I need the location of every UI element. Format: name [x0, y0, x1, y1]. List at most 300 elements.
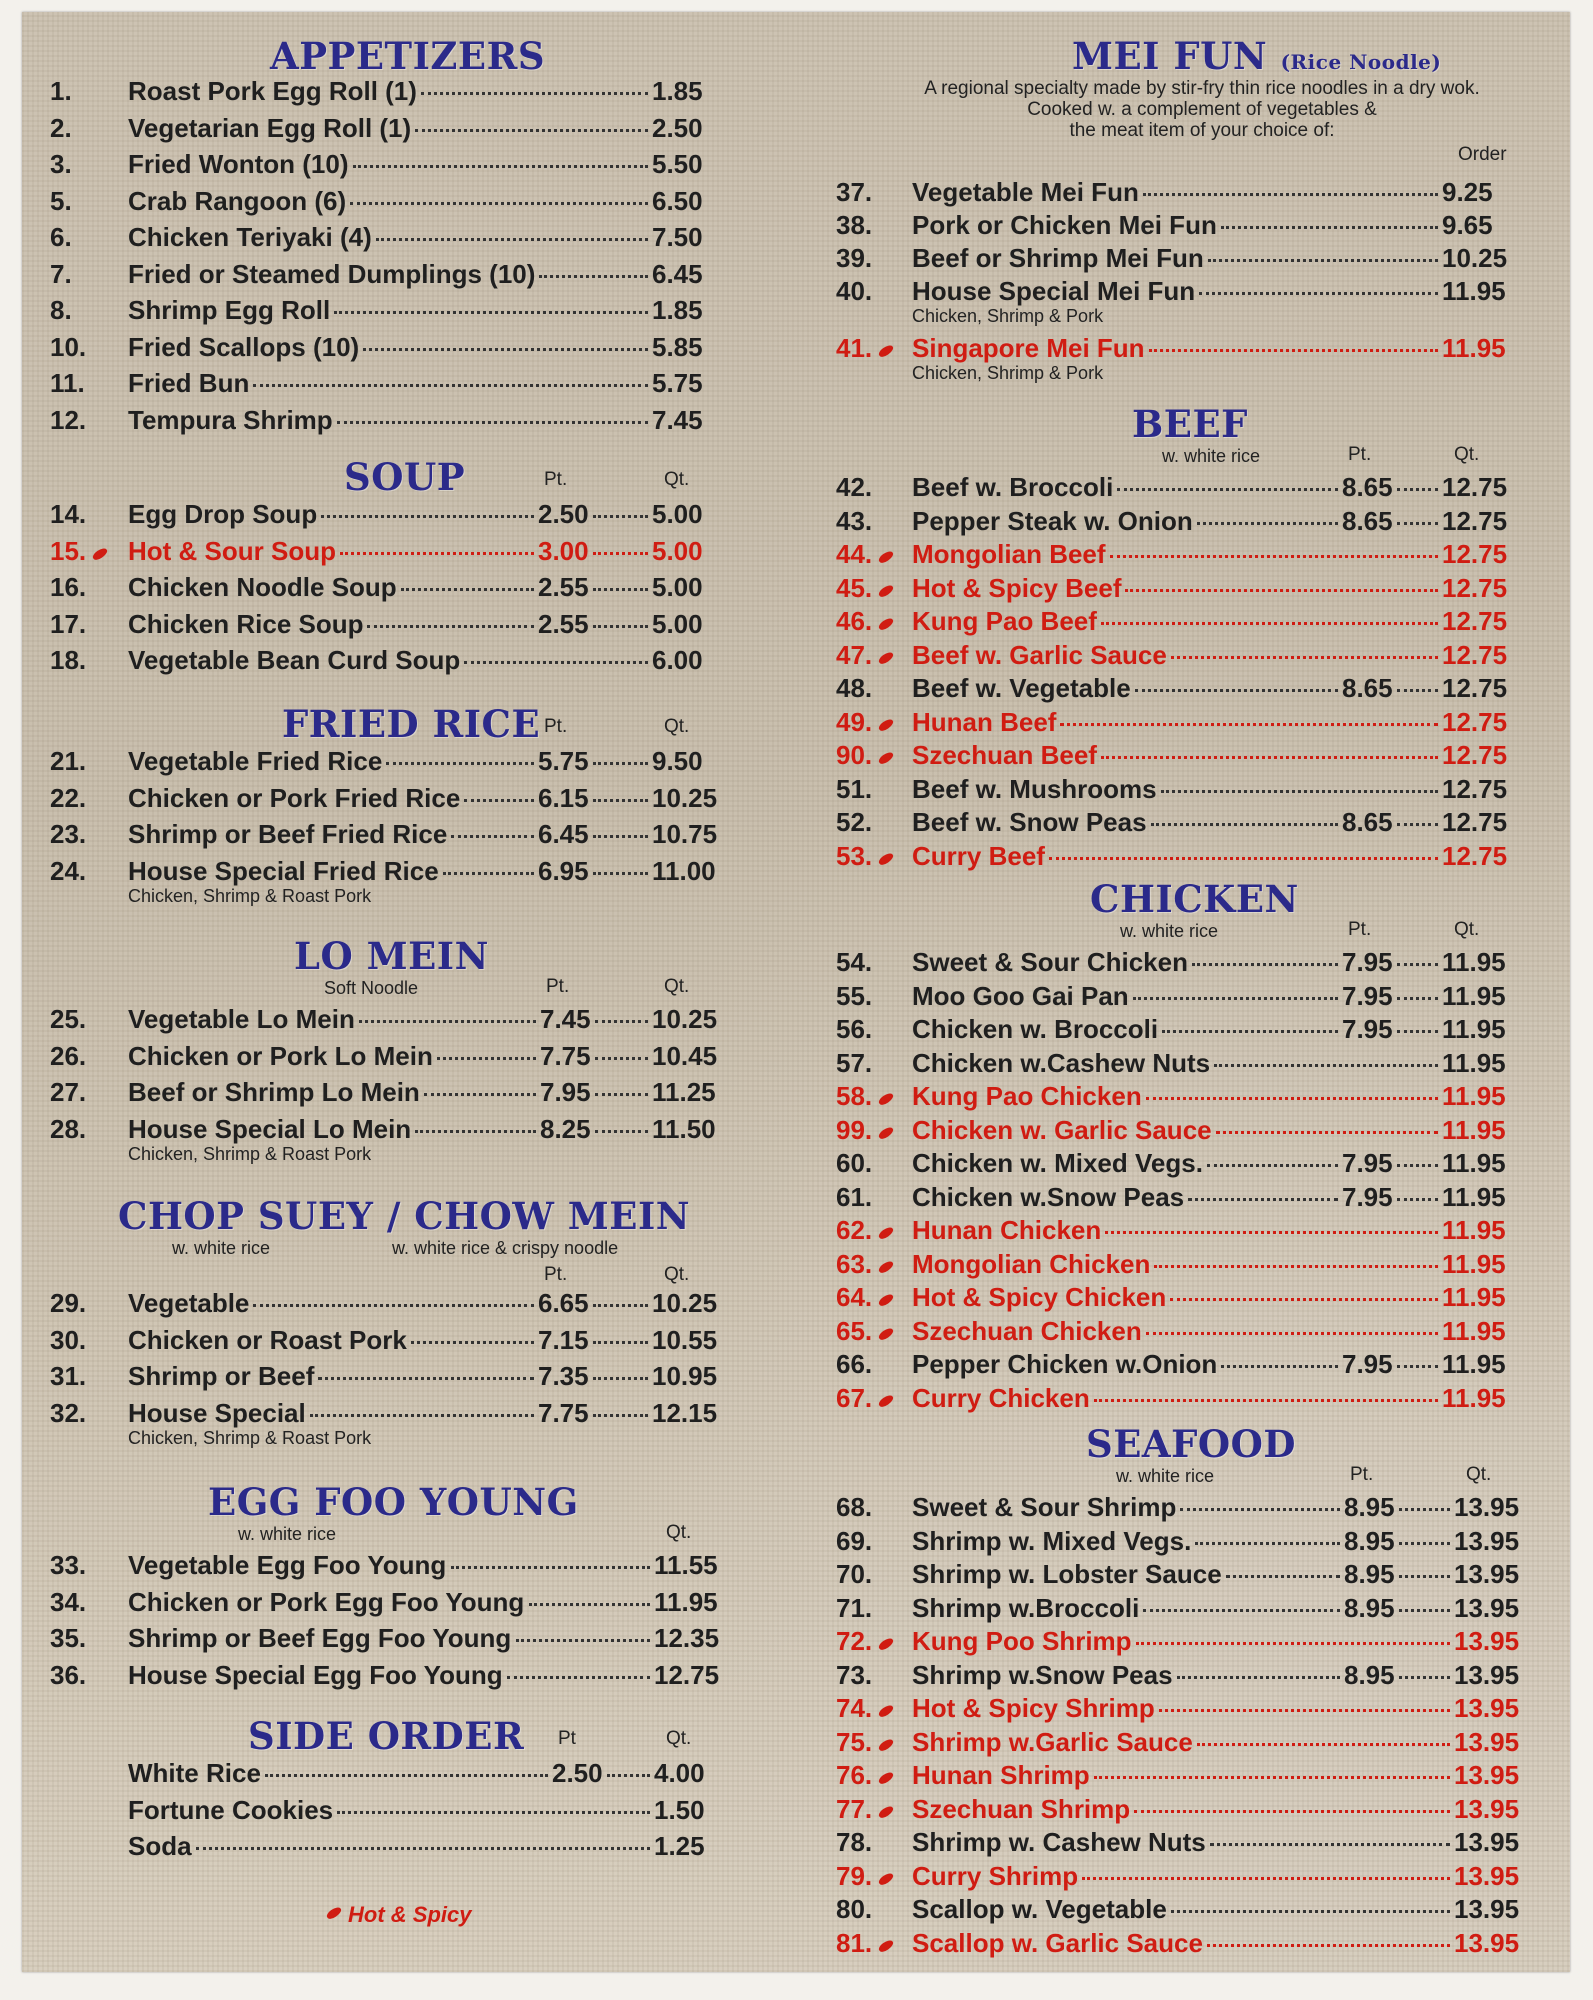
price: 12.75	[1442, 773, 1508, 804]
menu-item	[802, 1526, 1562, 1558]
price: 1.85	[652, 76, 703, 106]
item-name: Roast Pork Egg Roll (1)	[128, 76, 417, 106]
item-note: Chicken, Shrimp & Roast Pork	[128, 885, 372, 906]
dot-leader	[1180, 1508, 1340, 1511]
price-pint: 7.95	[1342, 1349, 1393, 1379]
menu-item	[22, 368, 782, 400]
dot-leader	[1397, 1198, 1438, 1201]
section-title: BEEF	[1132, 402, 1248, 446]
item-number: 11.	[50, 368, 85, 398]
menu-item	[802, 774, 1562, 806]
item-name: Vegetable Lo Mein	[128, 1004, 355, 1034]
dot-leader	[318, 1377, 534, 1380]
menu-item	[802, 1928, 1562, 1960]
item-number: 43.	[836, 505, 873, 536]
dot-leader	[516, 1639, 650, 1642]
menu-item	[22, 1587, 782, 1619]
item-name: Vegetable Egg Foo Young	[128, 1550, 447, 1580]
dot-leader	[1094, 1399, 1438, 1402]
item-name: Shrimp w. Cashew Nuts	[912, 1827, 1206, 1857]
item-name: Pepper Chicken w.Onion	[912, 1349, 1218, 1379]
item-name: House Special Mei Fun	[912, 276, 1196, 306]
dot-leader	[1399, 1609, 1450, 1612]
menu-item	[22, 1113, 782, 1164]
dot-leader	[1170, 1298, 1438, 1301]
price: 7.45	[652, 404, 703, 435]
menu-item	[22, 1325, 782, 1357]
section-title: CHOP SUEY / CHOW MEIN	[118, 1194, 691, 1238]
dot-leader	[401, 588, 534, 591]
price-pint: 6.95	[538, 855, 589, 886]
price: 1.25	[654, 1831, 705, 1861]
item-number: 29.	[50, 1288, 87, 1318]
item-number: 72.	[836, 1626, 873, 1656]
item-name: Chicken or Pork Egg Foo Young	[128, 1586, 525, 1617]
dot-leader	[411, 1341, 534, 1344]
item-name: Fried Bun	[128, 368, 250, 398]
dot-leader	[337, 421, 648, 424]
dot-leader	[424, 1093, 536, 1096]
price: 5.00	[652, 535, 703, 566]
menu-item	[22, 113, 782, 145]
item-number: 53.	[836, 840, 873, 871]
section-title: FRIED RICE	[282, 702, 541, 746]
price-pint: 7.95	[1342, 1014, 1393, 1044]
section-title: APPETIZERS	[270, 34, 546, 78]
dot-leader	[593, 799, 648, 802]
menu-item	[22, 186, 782, 218]
price-pint: 6.15	[538, 782, 589, 813]
item-name: Kung Pao Chicken	[912, 1081, 1142, 1111]
price-pint: 2.55	[538, 572, 589, 602]
menu-item	[802, 1894, 1562, 1926]
item-name: Shrimp w.Snow Peas	[912, 1659, 1173, 1690]
menu-item	[22, 1758, 782, 1790]
menu-item	[802, 1626, 1562, 1658]
dot-leader	[1143, 1609, 1340, 1612]
section-subtitle: w. white rice	[1162, 446, 1261, 466]
dot-leader	[1397, 522, 1438, 525]
dot-leader	[359, 1020, 536, 1023]
item-name: Szechuan Beef	[912, 740, 1097, 770]
item-name: Chicken Teriyaki (4)	[128, 222, 372, 252]
dot-leader	[1397, 1365, 1438, 1368]
dot-leader	[353, 165, 648, 168]
item-number: 33.	[50, 1550, 87, 1580]
item-name: Curry Chicken	[912, 1382, 1090, 1413]
dot-leader	[1397, 1030, 1438, 1033]
dot-leader	[595, 1057, 648, 1060]
dot-leader	[595, 1093, 648, 1096]
dot-leader	[593, 1304, 648, 1307]
dot-leader	[310, 1414, 534, 1417]
item-name: Chicken Rice Soup	[128, 608, 364, 639]
description-line: Cooked w. a complement of vegetables &	[1027, 99, 1377, 120]
menu-item	[802, 1693, 1562, 1725]
item-name: Hunan Chicken	[912, 1215, 1102, 1245]
item-number: 30.	[50, 1324, 87, 1355]
hot-pepper-icon	[877, 1938, 895, 1954]
item-name: Pork or Chicken Mei Fun	[912, 210, 1217, 240]
dot-leader	[337, 1811, 650, 1814]
item-number: 71.	[836, 1592, 873, 1623]
item-name: Shrimp or Beef Egg Foo Young	[128, 1623, 512, 1653]
price: 12.75	[1442, 472, 1508, 502]
price-pint: 8.95	[1344, 1525, 1395, 1556]
item-name: Singapore Mei Fun	[912, 333, 1145, 363]
dot-leader	[593, 588, 648, 591]
dot-leader	[443, 872, 534, 875]
menu-item	[802, 1760, 1562, 1792]
item-number: 73.	[836, 1659, 873, 1690]
dot-leader	[1134, 1810, 1450, 1813]
dot-leader	[350, 202, 648, 205]
price: 12.75	[1442, 840, 1508, 871]
item-name: Crab Rangoon (6)	[128, 185, 347, 216]
dot-leader	[1143, 193, 1438, 196]
price: 1.50	[654, 1794, 705, 1825]
menu-item	[802, 1349, 1562, 1381]
price: 13.95	[1454, 1492, 1520, 1522]
price: 6.00	[652, 645, 703, 675]
item-number: 68.	[836, 1492, 873, 1522]
description-line: the meat item of your choice of:	[1069, 120, 1335, 141]
price-pint: 8.65	[1342, 673, 1393, 703]
dot-leader	[1125, 589, 1438, 592]
item-name: Fried Wonton (10)	[128, 149, 349, 179]
menu-item	[802, 243, 1562, 275]
dot-leader	[415, 129, 648, 132]
item-name: Chicken w.Snow Peas	[912, 1181, 1185, 1212]
item-number: 99.	[836, 1114, 873, 1145]
price-pint: 3.00	[538, 535, 589, 566]
menu-item	[802, 210, 1562, 242]
column-header-quart: Qt.	[666, 1522, 692, 1543]
dot-leader	[1221, 226, 1438, 229]
menu-item	[802, 1727, 1562, 1759]
dot-leader	[1216, 1131, 1438, 1134]
hot-pepper-icon	[325, 1905, 343, 1921]
dot-leader	[1135, 689, 1338, 692]
column-header-pint: Pt.	[1348, 919, 1372, 940]
price: 11.95	[1442, 1282, 1506, 1312]
price: 6.45	[652, 258, 703, 289]
item-name: Vegetable Bean Curd Soup	[128, 645, 461, 675]
item-number: 70.	[836, 1559, 873, 1589]
menu-item	[22, 1041, 782, 1073]
item-number: 5.	[50, 185, 72, 216]
menu-item	[802, 573, 1562, 605]
menu-item	[22, 1660, 782, 1692]
price-pint: 5.75	[538, 746, 589, 776]
hot-pepper-icon	[877, 750, 895, 766]
dot-leader	[451, 1566, 650, 1569]
dot-leader	[1161, 790, 1438, 793]
mei-fun-description	[842, 78, 1562, 141]
price: 10.25	[652, 1288, 718, 1318]
menu-item	[802, 981, 1562, 1013]
price: 11.95	[1442, 1114, 1506, 1145]
item-name: Vegetable Mei Fun	[912, 177, 1139, 207]
price: 11.95	[1442, 1047, 1506, 1078]
price-pint: 7.95	[1342, 947, 1393, 977]
item-number: 61.	[836, 1181, 873, 1212]
item-number: 47.	[836, 639, 873, 670]
menu-item	[22, 819, 782, 851]
dot-leader	[1197, 1743, 1450, 1746]
price-pint: 8.95	[1344, 1492, 1395, 1522]
column-header-quart: Qt.	[664, 716, 690, 737]
item-number: 22.	[50, 782, 87, 813]
item-name: Beef w. Broccoli	[912, 472, 1114, 502]
item-number: 6.	[50, 222, 72, 252]
price: 12.15	[652, 1397, 718, 1428]
item-number: 36.	[50, 1659, 87, 1690]
item-name: Kung Poo Shrimp	[912, 1626, 1132, 1656]
description-line: A regional specialty made by stir-fry thin rice noodles in a dry wok.	[924, 78, 1480, 99]
item-number: 78.	[836, 1827, 873, 1857]
price: 11.95	[1442, 1014, 1506, 1044]
menu-item	[22, 1550, 782, 1582]
menu-item	[802, 606, 1562, 638]
dot-leader	[593, 835, 648, 838]
item-number: 35.	[50, 1623, 87, 1653]
dot-leader	[1133, 997, 1338, 1000]
item-number: 40.	[836, 276, 873, 306]
dot-leader	[1397, 1164, 1438, 1167]
menu-item	[22, 746, 782, 778]
item-name: Shrimp or Beef Fried Rice	[128, 819, 448, 849]
price: 11.95	[1442, 1349, 1506, 1379]
price: 12.75	[1442, 606, 1508, 636]
menu-item	[22, 295, 782, 327]
item-name: House Special Fried Rice	[128, 855, 439, 886]
dot-leader	[1101, 756, 1438, 759]
item-number: 21.	[50, 746, 87, 776]
price-pint: 2.50	[552, 1758, 603, 1788]
item-name: Beef w. Snow Peas	[912, 807, 1147, 837]
dot-leader	[1221, 1365, 1338, 1368]
dot-leader	[253, 384, 648, 387]
item-number: 67.	[836, 1382, 873, 1413]
price: 1.85	[652, 295, 703, 325]
menu-item	[22, 259, 782, 291]
dot-leader	[1399, 1575, 1450, 1578]
price: 11.95	[1442, 333, 1506, 363]
price: 6.50	[652, 185, 703, 216]
price: 5.50	[652, 149, 703, 179]
item-number: 66.	[836, 1349, 873, 1379]
item-number: 23.	[50, 819, 87, 849]
menu-item	[802, 506, 1562, 538]
price: 13.95	[1454, 1760, 1520, 1790]
price-pint: 2.50	[538, 499, 589, 529]
price: 10.45	[652, 1040, 718, 1071]
menu-item	[22, 405, 782, 437]
section-subtitle: Soft Noodle	[324, 978, 419, 998]
item-name: Hot & Sour Soup	[128, 535, 336, 566]
menu-item	[22, 76, 782, 108]
dot-leader	[1188, 1198, 1338, 1201]
dot-leader	[1094, 1776, 1450, 1779]
dot-leader	[1110, 555, 1438, 558]
dot-leader	[595, 1020, 648, 1023]
price: 11.95	[1442, 1081, 1506, 1111]
item-number: 77.	[836, 1793, 873, 1824]
price: 11.95	[1442, 1215, 1506, 1245]
dot-leader	[1399, 1542, 1450, 1545]
menu-item	[802, 947, 1562, 979]
item-name: Mongolian Beef	[912, 539, 1106, 569]
item-number: 14.	[50, 499, 87, 529]
item-name: Shrimp w. Lobster Sauce	[912, 1559, 1222, 1589]
price: 5.00	[652, 572, 703, 602]
price: 5.00	[652, 499, 703, 529]
price-pint: 8.25	[540, 1113, 591, 1144]
price-pint: 7.75	[540, 1040, 591, 1071]
column-header-pint: Pt.	[546, 976, 570, 997]
price: 13.95	[1454, 1559, 1520, 1589]
item-number: 56.	[836, 1014, 873, 1044]
price: 11.95	[1442, 1315, 1506, 1346]
item-name: Vegetable Fried Rice	[128, 746, 383, 776]
menu-item	[22, 855, 782, 906]
item-name: Szechuan Shrimp	[912, 1793, 1131, 1824]
dot-leader	[1159, 1709, 1450, 1712]
price-pint: 6.45	[538, 819, 589, 849]
hot-pepper-icon	[877, 343, 895, 359]
price: 10.25	[652, 1004, 718, 1034]
price-pint: 7.95	[540, 1077, 591, 1107]
item-name: Beef w. Mushrooms	[912, 773, 1157, 804]
dot-leader	[340, 552, 534, 555]
item-number: 32.	[50, 1397, 87, 1428]
menu-item	[802, 1593, 1562, 1625]
column-header-quart: Qt.	[1466, 1464, 1492, 1485]
dot-leader	[1192, 963, 1338, 966]
menu-item	[802, 673, 1562, 705]
item-name: Shrimp or Beef	[128, 1361, 315, 1391]
price-pint: 7.45	[540, 1004, 591, 1034]
dot-leader	[367, 625, 534, 628]
hot-pepper-icon	[877, 1770, 895, 1786]
dot-leader	[539, 275, 648, 278]
dot-leader	[1397, 997, 1438, 1000]
column-header-pint: Pt.	[544, 469, 568, 490]
dot-leader	[593, 515, 648, 518]
item-number: 10.	[50, 331, 87, 362]
hot-pepper-icon	[877, 650, 895, 666]
price: 13.95	[1454, 1860, 1520, 1891]
price: 10.55	[652, 1324, 718, 1355]
dot-leader	[1136, 1642, 1450, 1645]
dot-leader	[529, 1603, 650, 1606]
menu-item	[22, 1004, 782, 1036]
item-number: 44.	[836, 539, 873, 569]
price: 13.95	[1454, 1659, 1520, 1690]
price: 12.75	[1442, 539, 1508, 569]
item-name: Chicken w. Broccoli	[912, 1014, 1159, 1044]
dot-leader	[1397, 823, 1438, 826]
dot-leader	[593, 625, 648, 628]
dot-leader	[1060, 723, 1438, 726]
price: 12.75	[1442, 807, 1508, 837]
dot-leader	[593, 1341, 648, 1344]
dot-leader	[464, 661, 648, 664]
price-pint: 7.35	[538, 1361, 589, 1391]
menu-item	[22, 536, 782, 568]
item-name: Vegetarian Egg Roll (1)	[128, 112, 412, 143]
price: 13.95	[1454, 1927, 1520, 1958]
dot-leader	[595, 1130, 648, 1133]
dot-leader	[593, 872, 648, 875]
item-number: 69.	[836, 1525, 873, 1556]
menu-item	[802, 1794, 1562, 1826]
dot-leader	[1151, 823, 1338, 826]
item-note: Chicken, Shrimp & Roast Pork	[128, 1427, 372, 1448]
item-name: Chicken w.Cashew Nuts	[912, 1047, 1211, 1078]
hot-pepper-icon	[877, 583, 895, 599]
column-header-quart: Qt.	[1454, 444, 1480, 465]
dot-leader	[1207, 1164, 1338, 1167]
menu-item	[802, 640, 1562, 672]
dot-leader	[593, 762, 648, 765]
column-header-pint: Pt.	[544, 1264, 568, 1285]
menu-item	[802, 1048, 1562, 1080]
item-name: Shrimp w.Garlic Sauce	[912, 1726, 1193, 1757]
item-name: House Special	[128, 1397, 306, 1428]
price: 13.95	[1454, 1626, 1520, 1656]
dot-leader	[196, 1847, 650, 1850]
dot-leader	[1397, 963, 1438, 966]
menu-item	[802, 1215, 1562, 1247]
price: 11.00	[652, 855, 716, 886]
item-number: 16.	[50, 572, 87, 602]
item-number: 64.	[836, 1282, 873, 1312]
menu-item	[802, 1148, 1562, 1180]
menu-item	[802, 1115, 1562, 1147]
item-number: 58.	[836, 1081, 873, 1111]
item-number: 51.	[836, 773, 873, 804]
dot-leader	[593, 552, 648, 555]
price-pint: 2.55	[538, 608, 589, 639]
item-number: 7.	[50, 258, 72, 289]
menu-item	[802, 472, 1562, 504]
item-name: Pepper Steak w. Onion	[912, 505, 1193, 536]
item-number: 48.	[836, 673, 873, 703]
dot-leader	[607, 1774, 650, 1777]
hot-pepper-icon	[877, 1804, 895, 1820]
price: 9.65	[1442, 210, 1493, 240]
hot-pepper-icon	[877, 1393, 895, 1409]
item-number: 28.	[50, 1113, 87, 1144]
price: 2.50	[652, 112, 703, 143]
section-title: SIDE ORDER	[248, 1714, 525, 1758]
item-name: Vegetable	[128, 1288, 250, 1318]
dot-leader	[1105, 1231, 1438, 1234]
item-name: Hot & Spicy Chicken	[912, 1282, 1167, 1312]
item-name: Szechuan Chicken	[912, 1315, 1142, 1346]
menu-item	[22, 332, 782, 364]
column-header-order: Order	[1458, 144, 1507, 165]
item-note: Chicken, Shrimp & Pork	[912, 363, 1104, 383]
price: 11.55	[654, 1550, 718, 1580]
menu-item	[22, 609, 782, 641]
hot-spicy-legend	[322, 1902, 471, 1928]
item-number: 79.	[836, 1860, 873, 1891]
item-number: 39.	[836, 243, 873, 273]
dot-leader	[415, 1130, 536, 1133]
